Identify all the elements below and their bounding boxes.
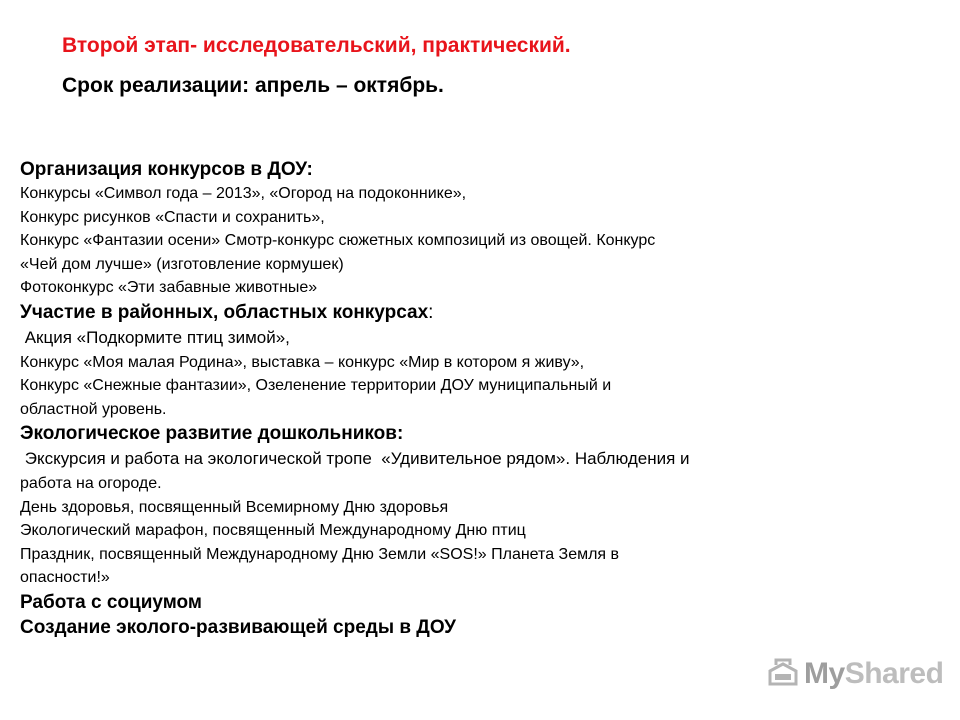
list-item: Экологический марафон, посвященный Международному Дню птиц bbox=[20, 522, 526, 539]
section-heading-society: Работа с социумом bbox=[20, 591, 202, 613]
list-item: Экскурсия и работа на экологической тропе «Удивительное рядом». Наблюдения и bbox=[20, 449, 690, 468]
slide-subtitle: Срок реализации: апрель – октябрь. bbox=[62, 74, 444, 97]
list-item: Праздник, посвященный Международному Дню Земли «SOS!» Планета Земля в bbox=[20, 545, 620, 563]
section-heading-environment: Создание эколого-развивающей среды в ДОУ bbox=[20, 616, 456, 638]
list-item: Конкурс рисунков «Спасти и сохранить», bbox=[20, 208, 325, 226]
section-heading-ecology: Экологическое развитие дошкольников: bbox=[20, 423, 404, 444]
list-item: Конкурсы «Символ года – 2013», «Огород на подоконнике», bbox=[20, 185, 467, 202]
list-item: работа на огороде. bbox=[20, 475, 162, 492]
watermark-my: My bbox=[804, 657, 845, 690]
section-heading-contests: Организация конкурсов в ДОУ: bbox=[20, 159, 313, 180]
slide-content bbox=[20, 157, 920, 640]
list-item: Конкурс «Фантазии осени» Смотр-конкурс сюжетных композиций из овощей. Конкурс bbox=[20, 232, 656, 249]
list-item: Фотоконкурс «Эти забавные животные» bbox=[20, 279, 318, 296]
watermark-text bbox=[804, 657, 943, 691]
list-item: областной уровень. bbox=[20, 400, 167, 418]
section-heading-regional bbox=[20, 300, 920, 325]
section-heading-text: Участие в районных, областных конкурсах bbox=[20, 301, 429, 323]
list-item: «Чей дом лучше» (изготовление кормушек) bbox=[20, 255, 344, 273]
list-item: Конкурс «Снежные фантазии», Озеленение территории ДОУ муниципальный и bbox=[20, 377, 612, 394]
list-item: Конкурс «Моя малая Родина», выставка – конкурс «Мир в котором я живу», bbox=[20, 353, 585, 371]
watermark-shared: Shared bbox=[844, 657, 944, 690]
mybox-icon bbox=[766, 657, 800, 691]
list-item: Акция «Подкормите птиц зимой», bbox=[20, 327, 290, 347]
list-item: опасности!» bbox=[20, 569, 110, 586]
heading-colon: : bbox=[428, 301, 434, 323]
watermark-logo bbox=[766, 654, 943, 694]
slide-title: Второй этап- исследовательский, практический. bbox=[62, 34, 571, 57]
list-item: День здоровья, посвященный Всемирному Дню здоровья bbox=[20, 498, 449, 516]
